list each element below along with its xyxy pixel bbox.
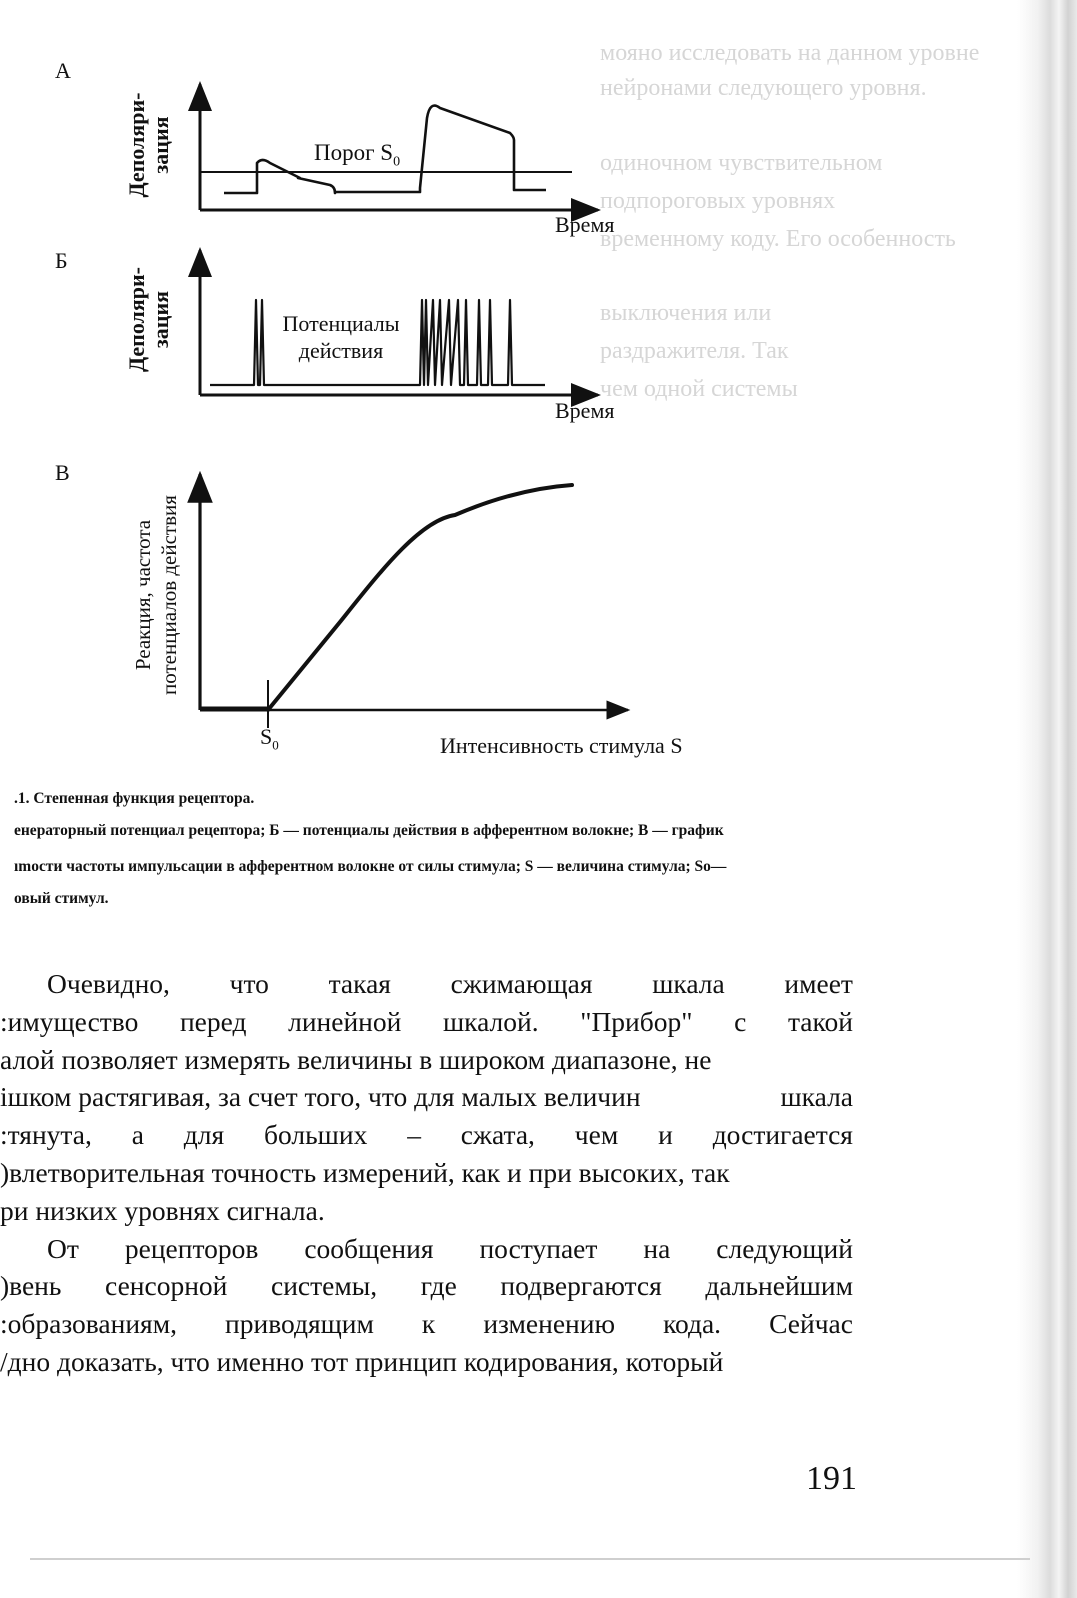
caption-line-3: ımости частоты импульсации в афферентном волокне от силы стимула; S — величина стимула; So— — [14, 858, 727, 875]
body-line — [0, 1346, 853, 1378]
body-word: сообщения — [304, 1232, 434, 1264]
panel-b-x-axis-label: Время — [555, 398, 615, 423]
body-word: линейной — [288, 1005, 402, 1037]
bleed-through-text: нейронами следующего уровня. — [600, 75, 927, 101]
bleed-through-text: раздражителя. Так — [600, 338, 789, 364]
s0-subscript: 0 — [272, 737, 279, 753]
body-word: )влетворительная точность измерений, как и при высоких, так — [0, 1157, 730, 1188]
panel-b-annotation — [266, 310, 416, 364]
panel-a-threshold-label — [312, 140, 402, 171]
body-word: такая — [328, 968, 391, 999]
body-word: следующий — [716, 1232, 853, 1264]
bleed-through-text: чем одной системы — [600, 376, 798, 402]
body-word: шкала — [780, 1081, 853, 1113]
body-word: имеет — [784, 968, 853, 999]
panel-a-y-axis-label-line2: зация — [148, 116, 173, 174]
caption-line-1: .1. Степенная функция рецептора. — [14, 790, 255, 807]
panel-b-label: Б — [55, 248, 68, 273]
panel-c-response-curve-line — [268, 485, 572, 710]
body-word: шкалой. — [442, 1005, 539, 1037]
body-word: ри низких уровнях сигнала. — [0, 1194, 325, 1226]
body-word: :тянута, — [0, 1119, 92, 1151]
body-line — [0, 1195, 853, 1227]
panel-c-y-axis-label-line2: потенциалов действия — [157, 495, 181, 695]
body-word: больших — [264, 1119, 368, 1151]
bleed-through-text: временному коду. Его особенность — [600, 226, 956, 252]
body-word: такой — [787, 1005, 853, 1037]
body-word: перед — [179, 1005, 247, 1037]
body-word: – — [407, 1119, 421, 1151]
caption-line-4: овый стимул. — [14, 890, 109, 907]
panel-b-y-axis-label-line2: зация — [148, 290, 173, 349]
panel-b-y-axis-label-line1: Деполяри- — [124, 266, 149, 373]
panel-b-y-axis-label — [125, 257, 173, 382]
s0-text: S — [260, 724, 273, 749]
body-word: ішком растягивая, за счет того, что для малых величин — [0, 1081, 641, 1113]
body-word: алой позволяет измерять величины в широком диапазоне, не — [0, 1043, 712, 1075]
body-word: сенсорной — [105, 1270, 228, 1302]
bleed-through-text: одиночном чувствительном — [600, 150, 883, 176]
body-line — [0, 1006, 853, 1038]
body-word: где — [420, 1270, 457, 1302]
panel-c-y-axis-label-line1: Реакция, частота — [131, 519, 155, 671]
panel-c-label: В — [55, 460, 70, 485]
panel-a-label: А — [55, 58, 71, 83]
panel-b-annotation-line1: Потенциалы — [282, 311, 400, 336]
panel-c-x-axis-label: Интенсивность стимула S — [440, 733, 683, 758]
page-number: 191 — [806, 1460, 857, 1497]
body-word: системы, — [271, 1270, 378, 1302]
body-word: шкала — [652, 968, 725, 999]
body-word: дальнейшим — [705, 1270, 853, 1302]
panel-c-graph — [200, 474, 628, 728]
body-word: )вень — [0, 1270, 62, 1302]
body-word: с — [734, 1005, 747, 1037]
body-word: кода. — [663, 1308, 722, 1340]
body-word: что — [229, 968, 269, 999]
body-word: рецепторов — [124, 1232, 259, 1264]
panel-a-y-axis-label-line1: Деполяри- — [124, 92, 149, 198]
panel-b-annotation-line2: действия — [298, 338, 384, 363]
threshold-label-text: Порог S — [314, 140, 394, 165]
threshold-subscript: 0 — [393, 154, 401, 170]
body-line — [0, 1044, 853, 1076]
page-bottom-edge — [30, 1558, 1030, 1560]
body-word: :имущество — [0, 1005, 139, 1037]
panel-a-x-axis-label: Время — [555, 212, 615, 237]
body-word: поступает — [479, 1232, 598, 1264]
body-word: От — [47, 1232, 79, 1264]
panel-c-response-curve — [268, 485, 572, 710]
body-word: /дно доказать, что именно тот принцип кодирования, который — [0, 1346, 724, 1377]
body-word: Сейчас — [769, 1308, 853, 1340]
body-word: :образованиям, — [0, 1308, 177, 1340]
panel-c-s0-label — [260, 724, 279, 753]
body-line — [0, 1270, 853, 1302]
bleed-through-text: выключения или — [600, 300, 772, 326]
body-word: сжата, — [460, 1119, 535, 1151]
body-word: а — [131, 1119, 144, 1151]
body-word: и — [658, 1119, 673, 1151]
body-word: для — [183, 1119, 225, 1151]
body-word: на — [643, 1232, 671, 1264]
body-word: подвергаются — [500, 1270, 662, 1302]
body-word: к — [421, 1308, 436, 1340]
body-word: изменению — [483, 1308, 616, 1340]
body-line — [47, 1233, 853, 1265]
caption-line-2: енераторный потенциал рецептора; Б — потенциалы действия в афферентном волокне; В — график — [14, 822, 724, 839]
body-word: чем — [574, 1119, 619, 1151]
body-line — [0, 1119, 853, 1151]
body-line — [0, 1157, 853, 1189]
body-line — [0, 1308, 853, 1340]
body-word: приводящим — [225, 1308, 374, 1340]
body-word: сжимающая — [450, 968, 593, 999]
panel-c-y-axis-label — [130, 470, 182, 720]
body-word: Очевидно, — [47, 968, 170, 999]
body-line — [47, 968, 853, 1000]
bleed-through-text: подпороговых уровнях — [600, 188, 836, 214]
bleed-through-text: мояно исследовать на данном уровне — [600, 40, 980, 66]
panel-a-y-axis-label — [125, 85, 173, 205]
body-word: достигается — [712, 1119, 853, 1151]
body-word: "Прибор" — [580, 1005, 693, 1037]
body-line — [0, 1081, 853, 1113]
